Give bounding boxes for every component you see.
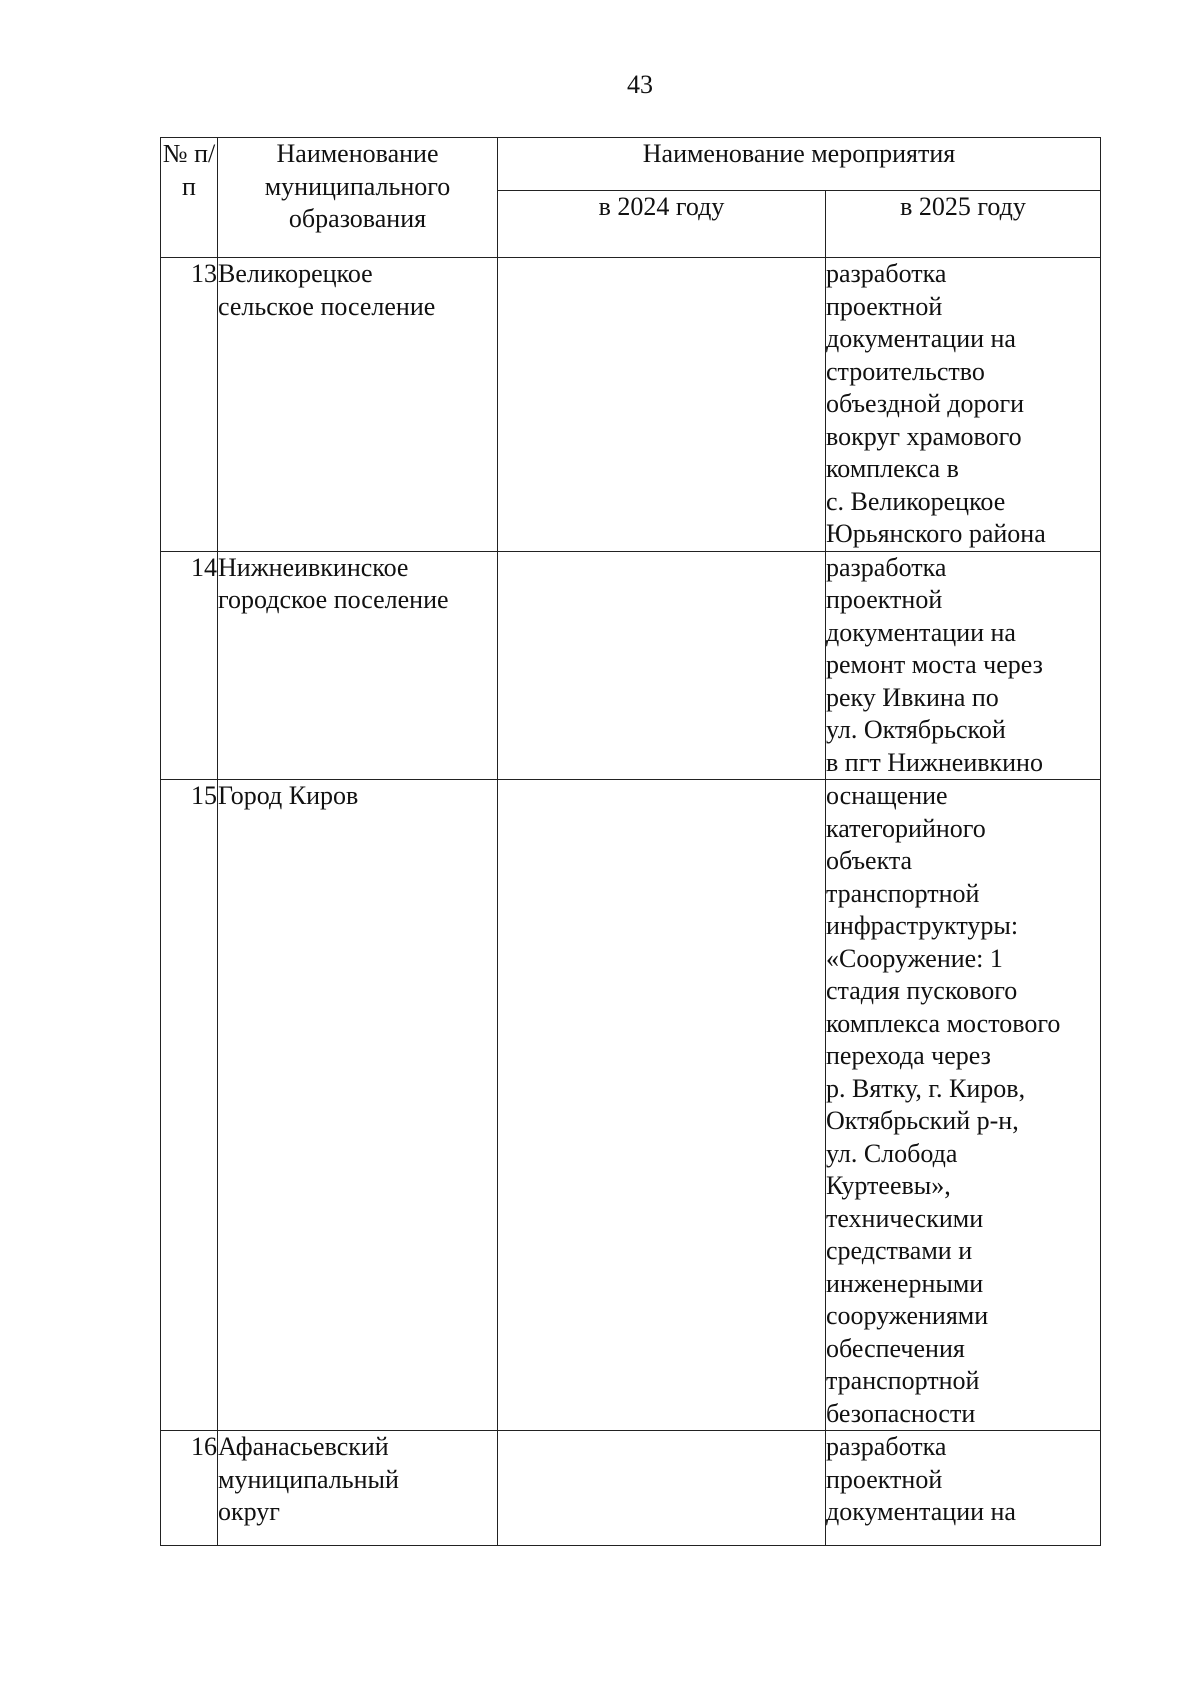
measure-2025 <box>826 780 1101 1431</box>
measure-2025-line: разработка <box>826 1432 947 1461</box>
measure-2025-line: транспортной <box>826 1366 980 1395</box>
row-number: 15 <box>161 780 218 1431</box>
municipality-name <box>218 1431 498 1546</box>
measure-2024 <box>498 1431 826 1546</box>
measure-2025-line: комплекса мостового <box>826 1008 1061 1038</box>
table-body <box>161 258 1101 1546</box>
row-number: 13 <box>161 258 218 552</box>
row-number: 16 <box>161 1431 218 1546</box>
municipality-name-line: сельское поселение <box>218 291 436 321</box>
measure-2025 <box>826 551 1101 780</box>
measure-2025-line: в пгт Нижнеивкино <box>826 747 1043 777</box>
measure-2025-line: сооружениями <box>826 1301 989 1330</box>
measure-2025-line: р. Вятку, г. Киров, <box>826 1073 1026 1103</box>
measure-2025-line: инженерными <box>826 1268 984 1298</box>
table-row <box>161 780 1101 1431</box>
measure-2025-line: реку Ивкина по <box>826 682 999 712</box>
municipality-name <box>218 780 498 1431</box>
header-num: № п/п <box>161 138 218 258</box>
measure-2025-line: с. Великорецкое <box>826 486 1006 516</box>
measure-2025-line: проектной <box>826 585 943 614</box>
measure-2025-line: стадия пускового <box>826 976 1018 1005</box>
measure-2024 <box>498 780 826 1431</box>
measure-2025-line: документации на <box>826 1497 1016 1526</box>
measure-2025-line: перехода через <box>826 1041 991 1070</box>
row-number: 14 <box>161 551 218 780</box>
measure-2025-line: вокруг храмового <box>826 421 1022 451</box>
table-row <box>161 1431 1101 1546</box>
measure-2025-line: разработка <box>826 259 947 288</box>
table-row <box>161 551 1101 780</box>
municipality-name-line: Афанасьевский <box>218 1432 389 1461</box>
header-2025: в 2025 году <box>826 191 1101 258</box>
measure-2025 <box>826 1431 1101 1546</box>
measure-2025-line: комплекса в <box>826 454 959 483</box>
table-row <box>161 258 1101 552</box>
measure-2025-line: транспортной <box>826 878 980 908</box>
municipality-name-line: Нижнеивкинское <box>218 552 409 582</box>
municipality-name-line: муниципальный <box>218 1464 399 1494</box>
municipality-name <box>218 258 498 552</box>
measure-2025-line: Октябрьский р-н, <box>826 1106 1019 1135</box>
municipality-name-line: Город Киров <box>218 781 359 810</box>
measure-2025-line: оснащение <box>826 781 948 810</box>
measure-2025-line: разработка <box>826 552 947 582</box>
measure-2025-line: проектной <box>826 291 943 321</box>
measure-2025-line: «Сооружение: 1 <box>826 943 1003 973</box>
measure-2024 <box>498 258 826 552</box>
measure-2025-line: проектной <box>826 1464 943 1494</box>
measure-2025-line: Куртеевы», <box>826 1171 951 1200</box>
measure-2025-line: документации на <box>826 324 1016 353</box>
measure-2025-line: объекта <box>826 846 913 875</box>
measure-2025-line: обеспечения <box>826 1333 965 1363</box>
measure-2025-line: техническими <box>826 1203 984 1233</box>
measure-2025-line: документации на <box>826 617 1016 647</box>
municipality-name-line: Великорецкое <box>218 259 373 288</box>
measure-2025-line: инфраструктуры: <box>826 911 1019 940</box>
municipality-name-line: округ <box>218 1497 280 1526</box>
measures-table <box>160 137 1101 1546</box>
measure-2025-line: безопасности <box>826 1398 976 1428</box>
measure-2025-line: Юрьянского района <box>826 519 1046 548</box>
municipality-name <box>218 551 498 780</box>
header-2024: в 2024 году <box>498 191 826 258</box>
header-municipality: Наименование муниципального образования <box>218 138 498 258</box>
measure-2025-line: категорийного <box>826 813 986 843</box>
municipality-name-line: городское поселение <box>218 585 449 614</box>
page-number: 43 <box>627 70 653 99</box>
measure-2025-line: объездной дороги <box>826 389 1025 418</box>
measure-2025 <box>826 258 1101 552</box>
measure-2025-line: ул. Октябрьской <box>826 715 1006 744</box>
measure-2025-line: ул. Слобода <box>826 1138 958 1168</box>
header-measure: Наименование мероприятия <box>498 138 1101 191</box>
measure-2025-line: ремонт моста через <box>826 650 1043 679</box>
measure-2024 <box>498 551 826 780</box>
measure-2025-line: строительство <box>826 356 985 386</box>
measure-2025-line: средствами и <box>826 1236 973 1265</box>
